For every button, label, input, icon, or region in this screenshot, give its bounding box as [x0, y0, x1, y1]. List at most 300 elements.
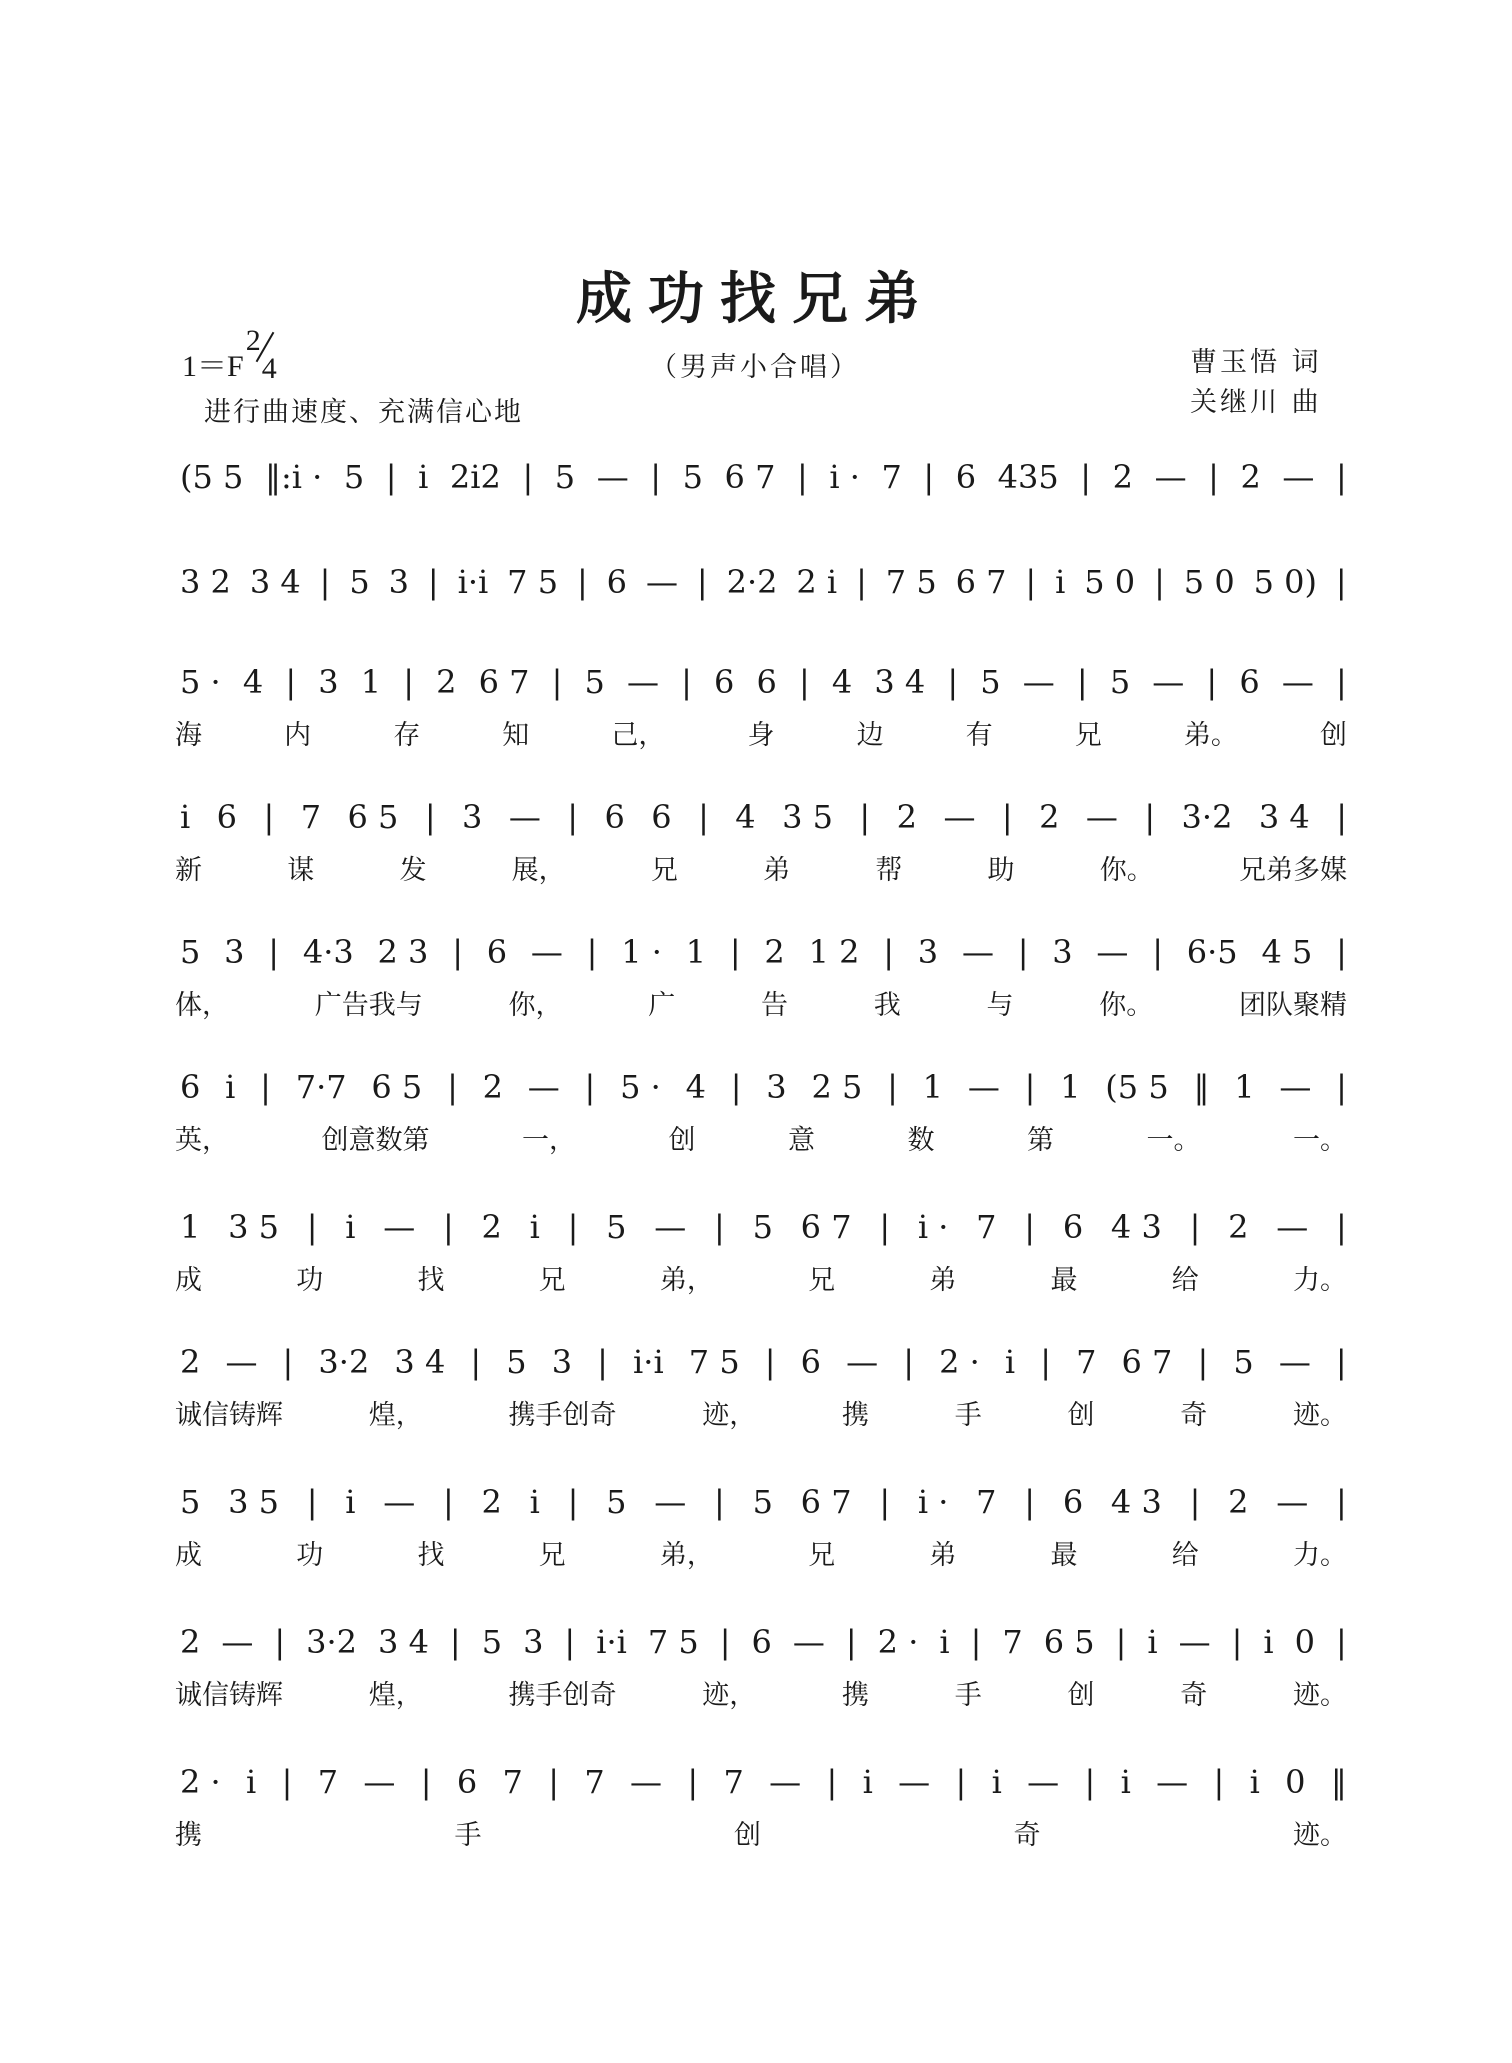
note: 2 · — [877, 1623, 919, 1661]
bar-line: | — [1197, 1343, 1209, 1381]
note: 4 — [242, 663, 264, 701]
note: i·i — [633, 1343, 664, 1381]
bar-line: | — [576, 563, 588, 601]
bar-line: | — [1040, 1343, 1051, 1381]
bar-line: | — [1335, 663, 1347, 701]
note: 5 — [180, 933, 201, 971]
note: 3 — [523, 1623, 544, 1661]
note: (5 5 — [180, 458, 244, 496]
lyric-word: 弟， — [659, 1264, 714, 1296]
note: i — [246, 1763, 257, 1801]
note: 1 — [360, 663, 382, 701]
note: — — [654, 1483, 687, 1521]
note: i — [529, 1483, 540, 1521]
note: 5 — [606, 1208, 627, 1246]
note: 1 — [685, 933, 707, 971]
note: 5 — [584, 663, 605, 701]
lyric-word: 存 — [393, 719, 421, 751]
note: i — [1055, 563, 1066, 601]
note: 3 — [766, 1068, 787, 1106]
notation-line — [180, 1760, 1347, 1804]
lyric-word: 英， — [175, 1124, 229, 1156]
note: 5 — [980, 663, 1001, 701]
note: — — [961, 933, 994, 971]
note: 6 5 — [371, 1068, 423, 1106]
note: i — [529, 1208, 540, 1246]
lyric-word: 数 — [907, 1124, 935, 1156]
bar-line: | — [586, 933, 598, 971]
note: 5 — [506, 1343, 527, 1381]
bar-line: | — [714, 1208, 725, 1246]
note: — — [1152, 663, 1185, 701]
note: 2 — [1228, 1208, 1249, 1246]
note: 3 5 — [782, 798, 833, 836]
note: 5 — [682, 458, 703, 496]
bar-line: | — [1084, 1763, 1096, 1801]
bar-line: | — [1336, 933, 1347, 971]
song-title: 成功找兄弟 — [576, 266, 936, 332]
lyric-word: 海 — [175, 719, 202, 751]
lyric-line — [175, 1392, 1347, 1432]
note: 2 — [1240, 458, 1261, 496]
time-denominator: 4 — [261, 352, 277, 385]
note: 5 — [554, 458, 576, 496]
lyric-word: 迹。 — [1293, 1679, 1347, 1711]
bar-line: | — [1206, 663, 1218, 701]
bar-line: | — [730, 1068, 742, 1106]
lyric-word: 奇 — [1180, 1399, 1208, 1431]
lyric-word: 迹。 — [1293, 1819, 1347, 1851]
note: 3 4 — [378, 1623, 429, 1661]
note: 3 4 — [874, 663, 926, 701]
lyric-word: 弟 — [763, 854, 791, 886]
note: 4 3 — [1110, 1483, 1162, 1521]
lyric-line — [175, 1117, 1347, 1157]
bar-line: | — [548, 1763, 559, 1801]
bar-line: | — [274, 1623, 286, 1661]
bar-line: | — [1335, 1208, 1347, 1246]
note: 1 2 — [808, 933, 860, 971]
note: 6 5 — [347, 798, 399, 836]
note: — — [898, 1763, 931, 1801]
lyric-word: 兄弟多媒 — [1238, 854, 1347, 886]
lyric-word: 兄 — [538, 1539, 566, 1571]
bar-line: | — [1336, 1068, 1347, 1106]
bar-line: | — [268, 933, 280, 971]
lyric-word: 最 — [1050, 1539, 1078, 1571]
note: 4 — [735, 798, 756, 836]
lyric-word: 最 — [1050, 1264, 1078, 1296]
notation-line — [180, 930, 1347, 974]
lyric-word: 创 — [1319, 719, 1347, 751]
lyric-word: 你， — [508, 989, 563, 1021]
note: 3 4 — [249, 563, 301, 601]
bar-line: | — [696, 563, 708, 601]
note: — — [846, 1343, 879, 1381]
note: 7 — [502, 1763, 523, 1801]
note: 1 · — [621, 933, 662, 971]
lyric-word: 煌， — [368, 1679, 423, 1711]
lyric-word: 兄 — [808, 1264, 836, 1296]
note: 3 4 — [394, 1343, 446, 1381]
note: — — [626, 663, 659, 701]
bar-line: | — [845, 1623, 857, 1661]
note: 4·3 — [302, 933, 354, 971]
note: — — [596, 458, 629, 496]
bar-line: | — [597, 1343, 608, 1381]
note: 2 3 — [377, 933, 429, 971]
bar-line: | — [856, 563, 867, 601]
lyric-word: 携手创奇 — [508, 1679, 617, 1711]
lyric-line — [175, 1257, 1347, 1297]
note: 3 — [318, 663, 339, 701]
note: 6 7 — [1121, 1343, 1173, 1381]
lyric-word: 手 — [954, 1679, 982, 1711]
note: 6 — [456, 1763, 478, 1801]
bar-line: | — [714, 1483, 725, 1521]
note: i — [345, 1208, 356, 1246]
note: i·i — [596, 1623, 627, 1661]
note: 5 · — [180, 663, 221, 701]
note: 1 — [180, 1208, 201, 1246]
note: 2 — [481, 1208, 502, 1246]
note: 4 — [831, 663, 853, 701]
note: 7 — [584, 1763, 605, 1801]
note: 6 — [800, 1343, 821, 1381]
note: — — [1281, 663, 1314, 701]
lyric-word: 奇 — [1013, 1819, 1041, 1851]
note: — — [530, 933, 563, 971]
lyric-line — [175, 982, 1347, 1022]
note: — — [1022, 663, 1055, 701]
note: i·i — [457, 563, 489, 601]
bar-line: | — [955, 1763, 967, 1801]
note: — — [1156, 1763, 1189, 1801]
bar-line: | — [567, 1208, 579, 1246]
note: 7·7 — [295, 1068, 347, 1106]
note: 3 2 — [180, 563, 231, 601]
note: 6 — [1239, 663, 1260, 701]
note: 3 5 — [228, 1208, 279, 1246]
bar-line: | — [1001, 798, 1013, 836]
note: 7 — [317, 1763, 339, 1801]
lyric-word: 兄 — [808, 1539, 836, 1571]
note: 2 — [1039, 798, 1060, 836]
note: — — [1154, 458, 1187, 496]
note: — — [221, 1623, 254, 1661]
note: 2 — [764, 933, 785, 971]
note: 3 — [551, 1343, 573, 1381]
bar-line: | — [1189, 1483, 1201, 1521]
note: 5 — [1233, 1343, 1254, 1381]
bar-line: | — [1024, 1208, 1036, 1246]
note: — — [1276, 1483, 1309, 1521]
lyric-word: 手 — [454, 1819, 482, 1851]
note: 0 — [1294, 1623, 1316, 1661]
lyric-word: 手 — [954, 1399, 982, 1431]
note: 2 5 — [811, 1068, 863, 1106]
note: 7 5 — [507, 563, 559, 601]
lyric-word: 力。 — [1292, 1539, 1347, 1571]
note: i — [939, 1623, 950, 1661]
note: 0 — [1285, 1763, 1306, 1801]
note: i — [1120, 1763, 1131, 1801]
bar-line: | — [1154, 563, 1165, 601]
bar-line: | — [522, 458, 534, 496]
lyric-line — [175, 712, 1347, 752]
bar-line: ‖ — [1193, 1068, 1210, 1106]
notation-line — [180, 1065, 1347, 1109]
lyric-word: 知 — [502, 719, 530, 751]
lyric-word: 助 — [987, 854, 1015, 886]
bar-line: | — [1335, 563, 1347, 601]
note: — — [645, 563, 678, 601]
bar-line: | — [470, 1343, 482, 1381]
lyric-word: 一。 — [1146, 1124, 1201, 1156]
note: ‖:i · — [264, 458, 323, 496]
note: — — [1282, 458, 1315, 496]
note: 5 0 — [1183, 563, 1235, 601]
bar-line: | — [452, 933, 463, 971]
bar-line: | — [798, 663, 810, 701]
note: i · — [829, 458, 860, 496]
bar-line: | — [427, 563, 439, 601]
note: 5 0 — [1084, 563, 1136, 601]
lyric-word: 有 — [965, 719, 993, 751]
note: — — [943, 798, 976, 836]
note: 5 — [349, 563, 370, 601]
note: 7 — [1076, 1343, 1097, 1381]
time-numerator: 2 — [245, 324, 261, 357]
lyric-word: 创 — [668, 1124, 696, 1156]
note: — — [792, 1623, 825, 1661]
note: — — [654, 1208, 687, 1246]
note: — — [1279, 1068, 1312, 1106]
note: 1 — [922, 1068, 944, 1106]
note: 6 7 — [478, 663, 530, 701]
note: — — [1085, 798, 1118, 836]
lyric-word: 携 — [175, 1819, 202, 1851]
note: 2 — [481, 1483, 502, 1521]
note: 6 7 — [955, 563, 1007, 601]
note: 5 — [343, 458, 365, 496]
lyric-word: 找 — [417, 1264, 445, 1296]
bar-line: | — [1335, 1343, 1347, 1381]
lyricist: 曹玉悟 词 — [1190, 347, 1322, 378]
lyric-word: 我 — [873, 989, 901, 1021]
note: 6 — [216, 798, 238, 836]
bar-line: | — [260, 1068, 271, 1106]
lyric-word: 广告我与 — [314, 989, 423, 1021]
note: 2 — [896, 798, 917, 836]
note: 6 5 — [1043, 1623, 1095, 1661]
note: — — [1178, 1623, 1211, 1661]
note: 4 — [685, 1068, 706, 1106]
note: 5 0) — [1253, 563, 1317, 601]
bar-line: | — [306, 1208, 318, 1246]
bar-line: | — [385, 458, 397, 496]
bar-line: | — [281, 1763, 293, 1801]
bar-line: | — [764, 1343, 776, 1381]
lyric-word: 功 — [296, 1264, 324, 1296]
note: 6 — [714, 663, 735, 701]
lyric-word: 兄 — [538, 1264, 566, 1296]
note: — — [527, 1068, 560, 1106]
lyric-line — [175, 1812, 1347, 1852]
bar-line: | — [1335, 458, 1347, 496]
note: 2·2 — [726, 563, 778, 601]
bar-line: | — [424, 798, 436, 836]
note: 4 5 — [1261, 933, 1313, 971]
note: 5 — [1109, 663, 1131, 701]
lyric-word: 携 — [842, 1679, 869, 1711]
note: 6 — [606, 563, 628, 601]
note: 1 — [1234, 1068, 1255, 1106]
lyric-word: 携 — [842, 1399, 869, 1431]
bar-line: | — [681, 663, 692, 701]
bar-line: | — [449, 1623, 461, 1661]
lyric-word: 发 — [399, 854, 427, 886]
note: 7 — [976, 1483, 997, 1521]
lyric-word: 兄 — [1074, 719, 1102, 751]
bar-line: | — [584, 1068, 596, 1106]
bar-line: | — [1080, 458, 1092, 496]
bar-line: | — [403, 663, 414, 701]
note: 3 — [1052, 933, 1073, 971]
note: 2i2 — [449, 458, 501, 496]
note: 2 · — [939, 1343, 980, 1381]
lyric-word: 弟。 — [1183, 719, 1238, 751]
note: 6 — [180, 1068, 201, 1106]
lyric-word: 煌， — [368, 1399, 423, 1431]
note: 7 5 — [885, 563, 937, 601]
note: 6 7 — [724, 458, 776, 496]
lyric-word: 第 — [1027, 1124, 1054, 1156]
bar-line: ‖ — [1330, 1763, 1347, 1801]
notation-line — [180, 1205, 1347, 1249]
lyric-line — [175, 1672, 1347, 1712]
note: — — [1096, 933, 1129, 971]
note: 6 — [486, 933, 508, 971]
time-signature — [244, 324, 284, 398]
notation-line — [180, 660, 1347, 704]
note: i — [418, 458, 429, 496]
note: 3 5 — [228, 1483, 279, 1521]
bar-line: | — [1208, 458, 1219, 496]
lyric-word: 新 — [175, 854, 202, 886]
note: 3 — [917, 933, 939, 971]
bar-line: | — [564, 1623, 576, 1661]
bar-line: | — [263, 798, 275, 836]
note: 2 — [482, 1068, 503, 1106]
bar-line: | — [859, 798, 871, 836]
bar-line: | — [1024, 1483, 1036, 1521]
lyric-word: 体， — [175, 989, 229, 1021]
note: 4 3 — [1110, 1208, 1162, 1246]
lyric-word: 团队聚精 — [1239, 989, 1347, 1021]
note: 5 — [752, 1208, 773, 1246]
bar-line: | — [306, 1483, 318, 1521]
bar-line: | — [923, 458, 935, 496]
lyric-word: 告 — [761, 989, 788, 1021]
note: (5 5 — [1105, 1068, 1169, 1106]
lyric-word: 力。 — [1292, 1264, 1347, 1296]
lyric-word: 弟， — [659, 1539, 714, 1571]
lyric-word: 诚信铸辉 — [175, 1679, 283, 1711]
lyric-word: 给 — [1171, 1264, 1199, 1296]
bar-line: | — [719, 1623, 731, 1661]
bar-line: | — [650, 458, 662, 496]
bar-line: | — [1189, 1208, 1201, 1246]
note: 2 — [436, 663, 457, 701]
lyric-word: 意 — [788, 1124, 815, 1156]
lyric-word: 边 — [856, 719, 884, 751]
lyric-word: 成 — [175, 1264, 202, 1296]
bar-line: | — [1336, 1623, 1347, 1661]
bar-line: | — [687, 1763, 699, 1801]
note: 2 — [1228, 1483, 1249, 1521]
bar-line: | — [970, 1623, 982, 1661]
note: 6 — [1062, 1208, 1084, 1246]
note: — — [508, 798, 541, 836]
note: 2 i — [796, 563, 838, 601]
note: — — [225, 1343, 258, 1381]
note: 7 5 — [647, 1623, 699, 1661]
note: — — [1278, 1343, 1311, 1381]
lyric-word: 奇 — [1180, 1679, 1208, 1711]
bar-line: | — [1017, 933, 1029, 971]
note: 6 — [751, 1623, 772, 1661]
note: 3·2 — [306, 1623, 358, 1661]
note: 7 — [881, 458, 902, 496]
note: 7 — [300, 798, 322, 836]
bar-line: | — [1025, 563, 1037, 601]
lyric-word: 携手创奇 — [508, 1399, 617, 1431]
bar-line: | — [551, 663, 563, 701]
lyric-word: 弟 — [929, 1264, 957, 1296]
bar-line: | — [443, 1208, 454, 1246]
bar-line: | — [443, 1483, 454, 1521]
bar-line: | — [567, 1483, 579, 1521]
note: 7 — [1002, 1623, 1023, 1661]
note: 3 4 — [1258, 798, 1310, 836]
bar-line: | — [447, 1068, 458, 1106]
bar-line: | — [1144, 798, 1156, 836]
lyric-word: 谋 — [287, 854, 315, 886]
note: 7 — [976, 1208, 997, 1246]
note: — — [967, 1068, 1000, 1106]
bar-line: | — [1152, 933, 1163, 971]
bar-line: | — [947, 663, 959, 701]
note: 6 7 — [800, 1483, 852, 1521]
note: 6 — [955, 458, 977, 496]
note: i — [180, 798, 191, 836]
note: 435 — [997, 458, 1059, 496]
note: — — [383, 1208, 416, 1246]
subtitle: （男声小合唱） — [650, 352, 860, 383]
bar-line: | — [879, 1208, 891, 1246]
note: 3 — [462, 798, 483, 836]
bar-line: | — [1231, 1623, 1243, 1661]
note: — — [769, 1763, 802, 1801]
bar-line: | — [420, 1763, 432, 1801]
note: 5 — [752, 1483, 773, 1521]
lyric-line — [175, 847, 1347, 887]
lyric-word: 迹， — [702, 1679, 757, 1711]
note: i · — [917, 1483, 949, 1521]
lyric-word: 广 — [648, 989, 676, 1021]
bar-line: | — [1335, 1483, 1347, 1521]
